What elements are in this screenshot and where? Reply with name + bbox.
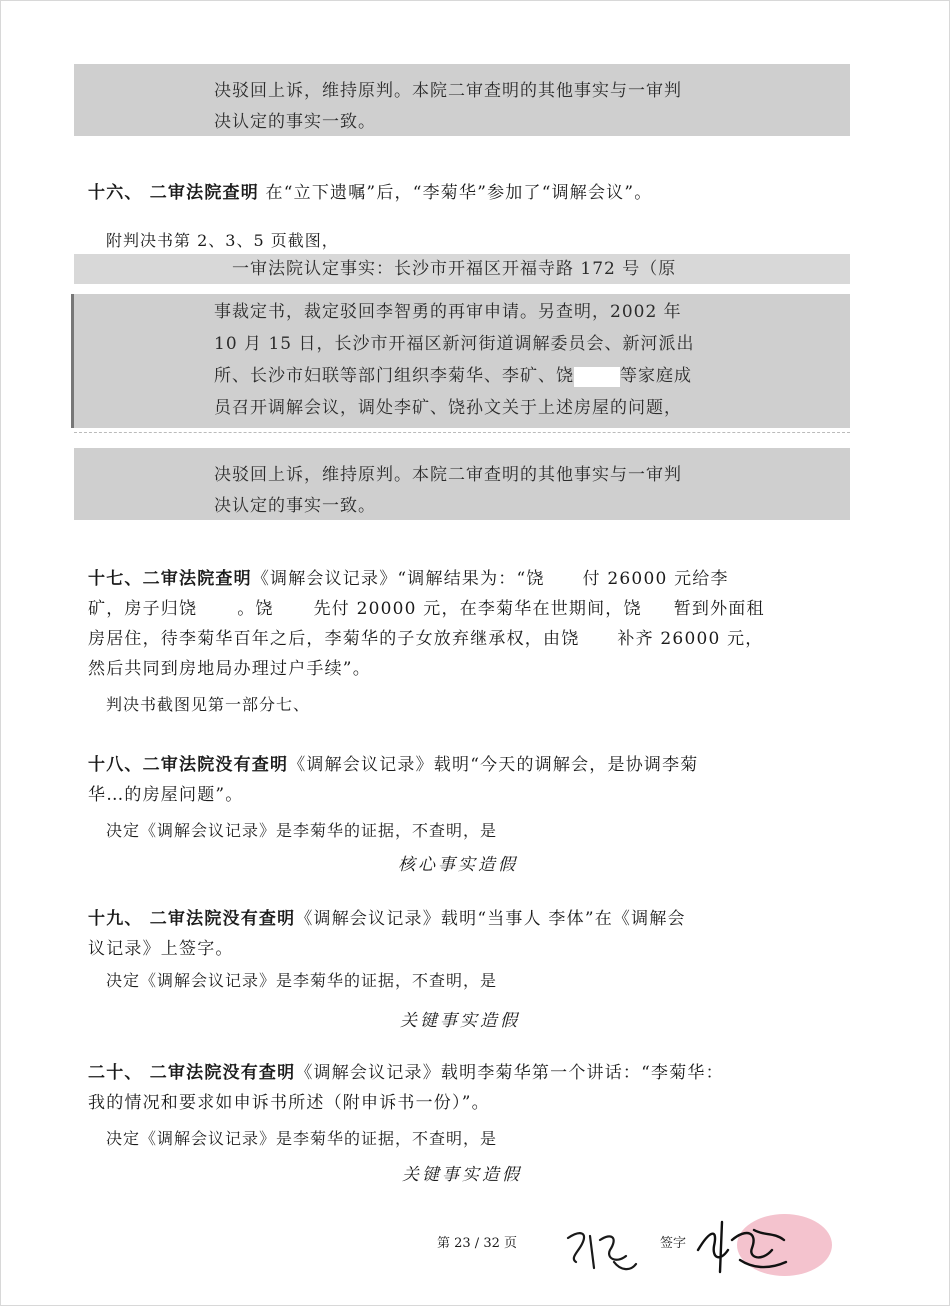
decision-text: 决定《调解会议记录》是李菊华的证据，不查明，是 bbox=[106, 821, 498, 840]
quote-line: 事裁定书，裁定驳回李智勇的再审申请。另查明，2002 年 bbox=[214, 302, 682, 322]
decision-text: 决定《调解会议记录》是李菊华的证据，不查明，是 bbox=[106, 971, 498, 990]
section-text: 《调解会议记录》载明“今天的调解会，是协调李菊 bbox=[288, 755, 699, 775]
quote-line: 员召开调解会议，调处李矿、饶孙文关于上述房屋的问题， bbox=[214, 398, 682, 418]
quote-line bbox=[214, 360, 692, 393]
section-heading: 十八、二审法院没有查明 bbox=[88, 755, 289, 775]
page-footer bbox=[437, 1232, 687, 1251]
section-text: 房居住，待李菊华百年之后，李菊华的子女放弃继承权，由饶 bbox=[88, 629, 580, 649]
section-line: 然后共同到房地局办理过户手续”。 bbox=[88, 659, 371, 679]
section-text: 补齐 26000 元， bbox=[617, 629, 764, 649]
redaction-mask bbox=[197, 600, 237, 620]
section-heading: 二十、 二审法院没有查明 bbox=[88, 1063, 296, 1083]
section-19 bbox=[88, 904, 850, 964]
section-text: 矿，房子归饶 bbox=[88, 599, 198, 619]
section-line: 我的情况和要求如申诉书所述（附申诉书一份）”。 bbox=[88, 1093, 490, 1113]
redaction-mask bbox=[642, 600, 674, 620]
section-line bbox=[88, 594, 850, 624]
section-text: 先付 20000 元，在李菊华在世期间，饶 bbox=[313, 599, 642, 619]
section-text: 《调解会议记录》载明李菊华第一个讲话：“李菊华： bbox=[295, 1063, 724, 1083]
quote-line: 决驳回上诉，维持原判。本院二审查明的其他事实与一审判 bbox=[214, 465, 682, 485]
quote-excerpt-4 bbox=[74, 448, 850, 520]
section-line bbox=[88, 904, 850, 934]
section-text: 付 26000 元给李 bbox=[582, 569, 729, 589]
section-text: 《调解会议记录》“调解结果为：“饶 bbox=[251, 569, 545, 589]
verdict: 核心事实造假 bbox=[398, 855, 518, 875]
section-line bbox=[88, 750, 850, 780]
section-text: 《调解会议记录》载明“当事人 李体”在《调解会 bbox=[295, 909, 686, 929]
section-line bbox=[88, 564, 850, 594]
section-line: 华…的房屋问题”。 bbox=[88, 785, 244, 805]
verdict: 关键事实造假 bbox=[400, 1011, 520, 1031]
attachment-note: 附判决书第 2、3、5 页截图， bbox=[106, 231, 339, 250]
quote-line: 决认定的事实一致。 bbox=[214, 496, 376, 516]
quote-text: 等家庭成 bbox=[620, 366, 692, 386]
redaction-mask bbox=[274, 600, 314, 620]
section-line bbox=[88, 1058, 850, 1088]
section-heading: 十九、 二审法院没有查明 bbox=[88, 909, 296, 929]
quote-excerpt-1 bbox=[74, 64, 850, 136]
section-17 bbox=[88, 564, 850, 684]
section-line: 议记录》上签字。 bbox=[88, 939, 234, 959]
section-18 bbox=[88, 750, 850, 810]
decision-text: 决定《调解会议记录》是李菊华的证据，不查明，是 bbox=[106, 1129, 498, 1148]
quote-line: 决认定的事实一致。 bbox=[214, 112, 376, 132]
section-heading: 十七、二审法院查明 bbox=[88, 569, 252, 589]
quote-excerpt-2 bbox=[74, 254, 850, 284]
section-16 bbox=[88, 178, 850, 208]
section-text: 暂到外面租 bbox=[673, 599, 765, 619]
verdict: 关键事实造假 bbox=[402, 1165, 522, 1185]
quote-excerpt-3 bbox=[71, 294, 850, 428]
quote-line: 10 月 15 日，长沙市开福区新河街道调解委员会、新河派出 bbox=[214, 334, 695, 354]
screenshot-note: 判决书截图见第一部分七、 bbox=[106, 695, 311, 714]
redaction-mask bbox=[579, 630, 617, 650]
divider bbox=[74, 432, 850, 443]
section-text: 在“立下遗嘱”后，“李菊华”参加了“调解会议”。 bbox=[265, 183, 653, 203]
quote-line: 决驳回上诉，维持原判。本院二审查明的其他事实与一审判 bbox=[214, 81, 682, 101]
redaction-mask bbox=[545, 570, 583, 590]
section-heading: 十六、 二审法院查明 bbox=[88, 183, 259, 203]
quote-line: 一审法院认定事实：长沙市开福区开福寺路 172 号（原 bbox=[232, 259, 677, 279]
section-line bbox=[88, 624, 850, 654]
section-text: 。饶 bbox=[237, 599, 274, 619]
page-number: 第 23 / 32 页 bbox=[437, 1236, 517, 1251]
handwritten-signature-1 bbox=[560, 1218, 640, 1278]
quote-text: 所、长沙市妇联等部门组织李菊华、李矿、饶 bbox=[214, 366, 574, 386]
handwritten-signature-2 bbox=[692, 1210, 792, 1280]
signature-label: 签字 bbox=[660, 1236, 687, 1251]
section-20 bbox=[88, 1058, 850, 1118]
redaction-mask bbox=[574, 367, 620, 387]
